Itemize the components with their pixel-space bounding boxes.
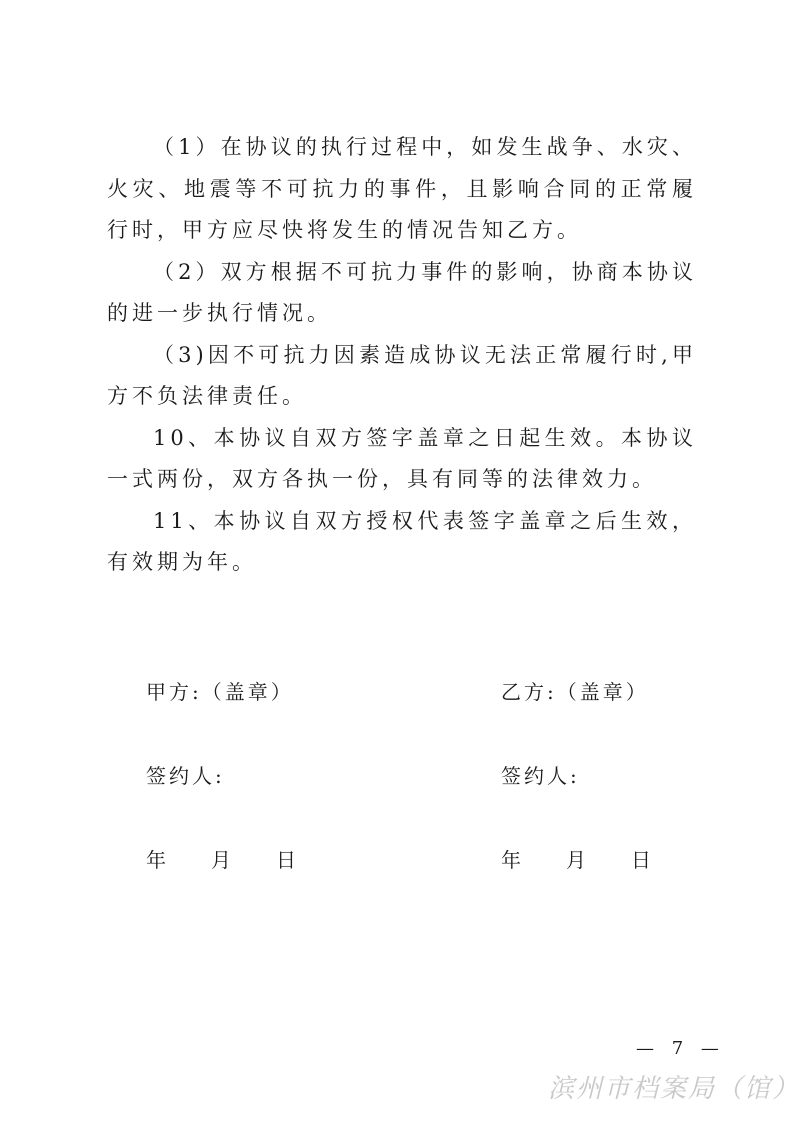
party-a-seal-label: 甲方:（盖章） [146, 680, 294, 704]
party-a-month-label: 月 [211, 848, 234, 872]
clause-force-majeure-1: （1）在协议的执行过程中，如发生战争、水灾、火灾、地震等不可抗力的事件，且影响合同的正常履行时，甲方应尽快将发生的情况告知乙方。 [107, 135, 697, 242]
party-b-signature-block [501, 676, 761, 876]
party-a-year-label: 年 [146, 848, 169, 872]
clause-validity-period: 11、本协议自双方授权代表签字盖章之后生效，有效期为年。 [107, 508, 697, 574]
clause-force-majeure-3: （3)因不可抗力因素造成协议无法正常履行时,甲方不负法律责任。 [107, 342, 697, 408]
party-a-day-label: 日 [276, 848, 299, 872]
archive-watermark: 滨州市档案局（馆） [548, 1074, 800, 1104]
agreement-body [107, 127, 697, 584]
clause-effective-date: 10、本协议自双方签字盖章之日起生效。本协议一式两份，双方各执一份，具有同等的法律效力。 [107, 425, 697, 491]
party-b-year-label: 年 [501, 848, 524, 872]
party-a-signature-block [146, 676, 406, 876]
party-a-signatory-label: 签约人: [146, 764, 225, 788]
page-number: — 7 — [636, 1038, 725, 1059]
clause-force-majeure-2: （2）双方根据不可抗力事件的影响，协商本协议的进一步执行情况。 [107, 259, 697, 325]
party-b-seal-label: 乙方:（盖章） [501, 680, 649, 704]
party-b-month-label: 月 [566, 848, 589, 872]
party-b-day-label: 日 [631, 848, 654, 872]
party-b-signatory-label: 签约人: [501, 764, 580, 788]
